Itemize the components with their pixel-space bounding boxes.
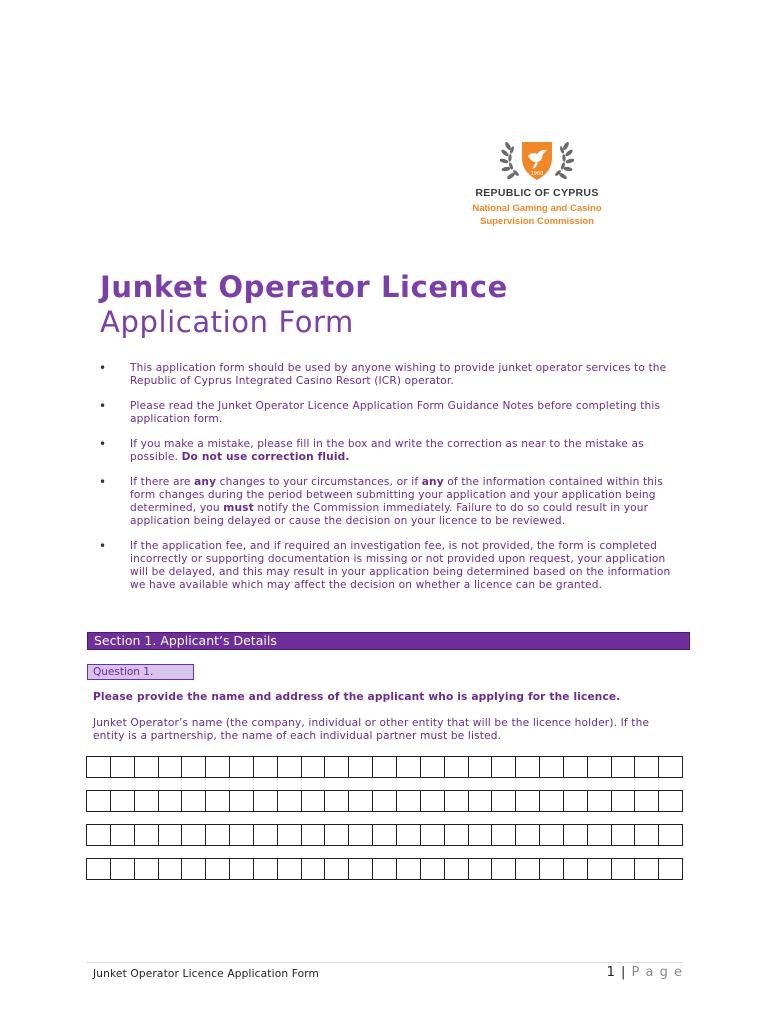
character-box[interactable] xyxy=(278,825,302,845)
character-box[interactable] xyxy=(230,859,254,879)
character-box[interactable] xyxy=(87,859,111,879)
instruction-item xyxy=(93,438,683,464)
character-box[interactable] xyxy=(230,825,254,845)
character-box[interactable] xyxy=(492,859,516,879)
character-box[interactable] xyxy=(492,825,516,845)
character-box[interactable] xyxy=(182,859,206,879)
character-box[interactable] xyxy=(111,757,135,777)
grid-row xyxy=(86,858,683,880)
character-box[interactable] xyxy=(564,791,588,811)
character-box[interactable] xyxy=(278,757,302,777)
character-box[interactable] xyxy=(445,859,469,879)
character-box[interactable] xyxy=(373,859,397,879)
character-box[interactable] xyxy=(254,825,278,845)
character-box[interactable] xyxy=(206,757,230,777)
character-box[interactable] xyxy=(469,825,493,845)
character-box[interactable] xyxy=(87,791,111,811)
character-box[interactable] xyxy=(159,757,183,777)
character-box[interactable] xyxy=(445,757,469,777)
commission-logo xyxy=(462,136,612,231)
character-box[interactable] xyxy=(302,791,326,811)
character-box[interactable] xyxy=(397,757,421,777)
character-box[interactable] xyxy=(349,859,373,879)
instruction-fragment: Please read the Junket Operator Licence Application Form Guidance Notes before completing this application form. xyxy=(130,400,661,425)
emphasis-text: must xyxy=(223,502,254,514)
character-box[interactable] xyxy=(445,791,469,811)
instruction-text xyxy=(130,400,660,425)
character-box[interactable] xyxy=(612,825,636,845)
character-box[interactable] xyxy=(325,825,349,845)
character-box[interactable] xyxy=(349,791,373,811)
document-title: Junket Operator Licence xyxy=(100,270,508,304)
character-box[interactable] xyxy=(325,757,349,777)
character-box[interactable] xyxy=(421,757,445,777)
character-box[interactable] xyxy=(492,757,516,777)
character-box[interactable] xyxy=(230,791,254,811)
character-box[interactable] xyxy=(612,859,636,879)
character-box[interactable] xyxy=(135,791,159,811)
instruction-item xyxy=(93,362,683,388)
character-box[interactable] xyxy=(492,791,516,811)
question-heading: Please provide the name and address of the applicant who is applying for the licence. xyxy=(93,691,621,703)
footer-document-name: Junket Operator Licence Application Form xyxy=(93,968,319,980)
footer-page-indicator xyxy=(607,965,683,980)
character-box[interactable] xyxy=(111,791,135,811)
character-box[interactable] xyxy=(159,859,183,879)
instructions-list xyxy=(93,362,683,604)
document-subtitle: Application Form xyxy=(100,305,354,339)
character-box[interactable] xyxy=(278,791,302,811)
cyprus-emblem-icon xyxy=(500,136,574,184)
character-box[interactable] xyxy=(421,791,445,811)
instruction-item xyxy=(93,540,683,592)
character-box[interactable] xyxy=(349,825,373,845)
republic-of-cyprus-label: REPUBLIC OF CYPRUS xyxy=(475,187,599,199)
character-box[interactable] xyxy=(325,859,349,879)
character-box[interactable] xyxy=(635,825,659,845)
character-box[interactable] xyxy=(397,859,421,879)
character-box[interactable] xyxy=(302,825,326,845)
character-box[interactable] xyxy=(373,757,397,777)
character-box[interactable] xyxy=(516,859,540,879)
character-box[interactable] xyxy=(588,859,612,879)
instruction-fragment: This application form should be used by anyone wishing to provide junket operator services to the Republic of Cyprus Integrated Casino Resort (ICR) operator. xyxy=(130,362,667,387)
character-box[interactable] xyxy=(445,825,469,845)
character-box[interactable] xyxy=(373,791,397,811)
character-box[interactable] xyxy=(87,825,111,845)
character-box[interactable] xyxy=(278,859,302,879)
character-box[interactable] xyxy=(182,791,206,811)
question-subtext: Junket Operator’s name (the company, individual or other entity that will be the licence holder). If the entity is a partnership, the name of each individual partner must be listed. xyxy=(93,717,650,742)
character-box[interactable] xyxy=(254,757,278,777)
bullet-icon: • xyxy=(99,539,107,553)
instruction-text xyxy=(130,540,670,591)
character-box[interactable] xyxy=(159,825,183,845)
character-box[interactable] xyxy=(302,757,326,777)
character-box[interactable] xyxy=(421,825,445,845)
grid-row xyxy=(86,790,683,812)
character-box[interactable] xyxy=(182,825,206,845)
character-box[interactable] xyxy=(469,859,493,879)
character-box[interactable] xyxy=(516,791,540,811)
character-box[interactable] xyxy=(135,757,159,777)
character-box[interactable] xyxy=(659,757,682,777)
character-box[interactable] xyxy=(182,757,206,777)
character-box[interactable] xyxy=(540,757,564,777)
commission-line-1: National Gaming and Casino xyxy=(472,203,602,214)
question-tag: Question 1. xyxy=(87,664,194,680)
page-word: P a g e xyxy=(631,965,683,980)
character-box[interactable] xyxy=(254,859,278,879)
character-box[interactable] xyxy=(540,825,564,845)
character-box[interactable] xyxy=(635,757,659,777)
character-box[interactable] xyxy=(659,825,682,845)
character-box[interactable] xyxy=(635,791,659,811)
character-box[interactable] xyxy=(135,825,159,845)
instruction-item xyxy=(93,476,683,528)
character-box[interactable] xyxy=(397,825,421,845)
character-box[interactable] xyxy=(588,825,612,845)
character-box[interactable] xyxy=(588,791,612,811)
bullet-icon: • xyxy=(99,399,107,413)
character-box[interactable] xyxy=(564,757,588,777)
footer-divider xyxy=(87,962,683,963)
character-box[interactable] xyxy=(635,859,659,879)
grid-row xyxy=(86,824,683,846)
character-box[interactable] xyxy=(302,859,326,879)
character-box[interactable] xyxy=(516,757,540,777)
instruction-fragment: If you make a mistake, please fill in the box and write the correction as near to the mistake as possible. xyxy=(130,438,644,463)
character-box[interactable] xyxy=(612,757,636,777)
instruction-text xyxy=(130,438,644,463)
instruction-fragment: notify the Commission immediately. Failure to do so could result in your application being delayed or cause the decision on your licence to be reviewed. xyxy=(130,502,649,527)
instruction-fragment: If there are xyxy=(130,476,195,488)
instruction-text xyxy=(130,476,663,527)
bullet-icon: • xyxy=(99,361,107,375)
bullet-icon: • xyxy=(99,437,107,451)
character-box[interactable] xyxy=(564,859,588,879)
character-box[interactable] xyxy=(206,825,230,845)
character-box[interactable] xyxy=(421,859,445,879)
character-box[interactable] xyxy=(159,791,183,811)
instruction-fragment: of the information contained within this form changes during the period between submitting your application and your application being determined, you xyxy=(130,476,663,514)
character-box[interactable] xyxy=(111,859,135,879)
character-box[interactable] xyxy=(469,757,493,777)
character-box[interactable] xyxy=(206,791,230,811)
character-box[interactable] xyxy=(135,859,159,879)
grid-row xyxy=(86,756,683,778)
emphasis-text: any xyxy=(421,476,444,488)
character-box[interactable] xyxy=(659,791,682,811)
emphasis-text: any xyxy=(194,476,217,488)
character-box[interactable] xyxy=(516,825,540,845)
character-box[interactable] xyxy=(254,791,278,811)
character-box[interactable] xyxy=(87,757,111,777)
character-box[interactable] xyxy=(564,825,588,845)
character-box[interactable] xyxy=(111,825,135,845)
character-box[interactable] xyxy=(612,791,636,811)
character-box[interactable] xyxy=(540,791,564,811)
instruction-fragment: If the application fee, and if required an investigation fee, is not provided, the form is completed incorrectly or supporting documentation is missing or not provided upon request, your application will be delayed, and this may result in your application being determined based on the information we have available which may affect the decision on whether a licence can be granted. xyxy=(130,540,671,591)
commission-line-2: Supervision Commission xyxy=(479,216,595,227)
instruction-item xyxy=(93,400,683,426)
character-box[interactable] xyxy=(588,757,612,777)
character-box[interactable] xyxy=(230,757,254,777)
character-box[interactable] xyxy=(325,791,349,811)
section-header: Section 1. Applicant’s Details xyxy=(87,632,690,650)
page-separator: | xyxy=(621,965,627,980)
emphasis-text: Do not use correction fluid. xyxy=(181,451,350,463)
character-box[interactable] xyxy=(349,757,373,777)
character-box[interactable] xyxy=(540,859,564,879)
character-box[interactable] xyxy=(397,791,421,811)
character-box[interactable] xyxy=(373,825,397,845)
character-box[interactable] xyxy=(206,859,230,879)
commission-name xyxy=(462,202,612,228)
instruction-fragment: changes to your circumstances, or if xyxy=(216,476,422,488)
svg-text:1960: 1960 xyxy=(530,171,544,177)
instruction-text xyxy=(130,362,666,387)
bullet-icon: • xyxy=(99,475,107,489)
page-number: 1 xyxy=(606,965,616,980)
character-box[interactable] xyxy=(469,791,493,811)
character-box[interactable] xyxy=(659,859,682,879)
